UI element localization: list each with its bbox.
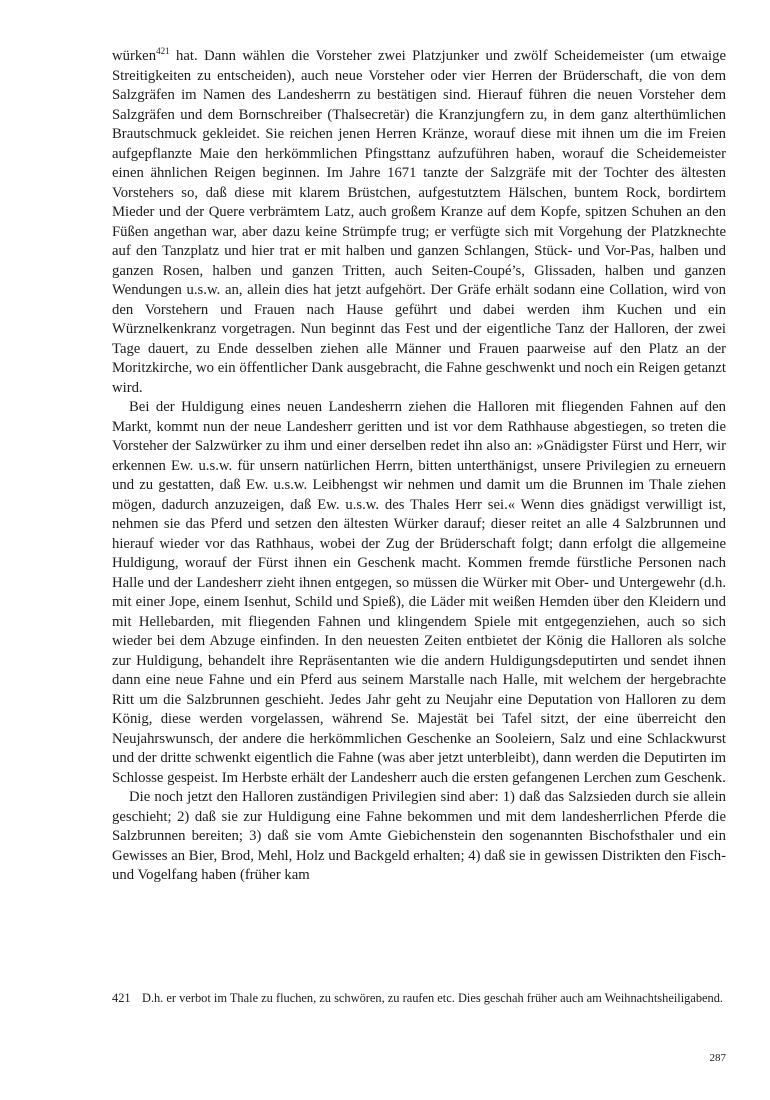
paragraph-1-start: würken — [112, 48, 157, 64]
footnote-number: 421 — [112, 991, 131, 1005]
footnote-text: D.h. er verbot im Thale zu fluchen, zu schwören, zu raufen etc. Dies geschah früher auch am Weihnachtsheiligabend. — [142, 991, 724, 1005]
main-text — [112, 47, 726, 886]
page-number: 287 — [709, 1052, 726, 1064]
paragraph-1-rest: hat. Dann wählen die Vorsteher zwei Platzjunker und zwölf Scheidemeister (um etwaige Streitigkeiten zu entscheiden), auch neue Vorsteher oder vier Herren der Brüderschaft, die von dem Salzgräfen im Namen des Landesherrn zu bestätigen sind. Hierauf führen die neuen Vorsteher dem Salzgräfen und dem Bornschreiber (Thalsecretär) die Kranzjungfern zu, in dem ganz alterthümlichen Brautschmuck gekleidet. Sie reichen jenen Herren Kränze, worauf diese mit ihnen um die im Freien aufgepflanzte Maie den herkömmlichen Pfingsttanz aufzuführen haben, worauf die Scheidemeister einen ähnlichen Reigen beginnen. Im Jahre 1671 tanzte der Salzgräfe mit der Tochter des ältesten Vorstehers so, daß diese mit klarem Brüstchen, aufgestutztem Hälschen, buntem Rock, bordirtem Mieder und der Quere verbrämtem Latz, auch großem Kranze auf dem Kopfe, spitzen Schuhen an den Füßen angethan war, aber dazu keine Strümpfe trug; er verfügte sich mit Vorgehung der Platzknechte auf den Tanzplatz und hier trat er mit halben und ganzen Schlangen, Stück- und Vor-Pas, halben und ganzen Rosen, halben und ganzen Tritten, auch Seiten-Coupé’s, Glissaden, halben und ganzen Wendungen u.s.w. an, allein dies hat jetzt aufgehört. Der Gräfe erhält sodann eine Collation, wird von den Vorstehern und Frauen nach Hause geführt und dabei werden ihm Kuchen und ein Würznelkenkranz vorgetragen. Nun beginnt das Fest und der eigentliche Tanz der Halloren, der zwei Tage dauert, zu Ende desselben ziehen alle Männer und Frauen paarweise auf den Platz an der Moritzkirche, wo ein öffentlicher Dank ausgebracht, die Fahne geschwenkt und noch ein Reigen getanzt wird. — [112, 48, 726, 396]
paragraph-1 — [112, 47, 726, 398]
footnote-reference[interactable]: 421 — [156, 46, 170, 56]
footnote — [112, 990, 726, 1007]
paragraph-2: Bei der Huldigung eines neuen Landesherrn ziehen die Halloren mit fliegenden Fahnen auf den Markt, kommt nun der neue Landesherr geritten und ist vor dem Rathhause abgestiegen, so treten die Vorsteher der Salzwürker zu ihm und einer derselben redet ihn also an: »Gnädigster Fürst und Herr, wir erkennen Ew. u.s.w. für unsern natürlichen Herrn, bitten unterthänigst, unsere Privilegien zu erneuern und zu gestatten, daß Ew. u.s.w. Leibhengst wir nehmen und damit um die Brunnen im Thale ziehen mögen, dadurch anzuzeigen, daß Ew. u.s.w. des Thales Herr sei.« Wenn dies gnädigst verwilligt ist, nehmen sie das Pferd und setzen den ältesten Würker darauf; dieser reitet an alle 4 Salzbrunnen und hierauf wieder vor das Rathhaus, wobei der Zug der Brüderschaft folgt; dann erfolgt die allgemeine Huldigung, worauf der Fürst ihnen ein Geschenk macht. Kommen fremde fürstliche Personen nach Halle und der Landesherr zieht ihnen entgegen, so müssen die Würker mit Ober- und Untergewehr (d.h. mit einer Jope, einem Isenhut, Schild und Spieß), die Läder mit weißen Hemden über den Kleidern und mit Hellebarden, mit fliegenden Fahnen und klingendem Spiele mit entgegenziehen, auch so sich wieder bei dem Abzuge einfinden. In den neuesten Zeiten entbietet der König die Halloren als solche zur Huldigung, behandelt ihre Repräsentanten wie die andern Huldigungsdeputirten und sendet ihnen dann eine neue Fahne und ein Pferd aus seinem Marstalle nach Halle, mit welchem der hergebrachte Ritt um die Salzbrunnen geschieht. Jedes Jahr geht zu Neujahr eine Deputation von Halloren zu dem König, diese werden vorgelassen, während Se. Majestät bei Tafel sitzt, der eine überreicht den Neujahrswunsch, der andere die herkömmlichen Geschenke an Sooleiern, Salz und eine Schlackwurst und der dritte schwenkt eigentlich die Fahne (was aber jetzt unterbleibt), dann werden die Deputirten im Schlosse gespeist. Im Herbste erhält der Landesherr auch die ersten gefangenen Lerchen zum Geschenk. — [112, 399, 726, 786]
paragraph-3: Die noch jetzt den Halloren zuständigen Privilegien sind aber: 1) daß das Salzsieden durch sie allein geschieht; 2) daß sie zur Huldigung eine Fahne bekommen und mit dem landesherrlichen Pferde die Salzbrunnen bereiten; 3) daß sie vom Amte Giebichenstein den sogenannten Bischofsthaler und ein Gewisses an Bier, Brod, Mehl, Holz und Backgeld erhalten; 4) daß sie in gewissen Distrikten den Fisch- und Vogelfang haben (früher kam — [112, 789, 726, 883]
